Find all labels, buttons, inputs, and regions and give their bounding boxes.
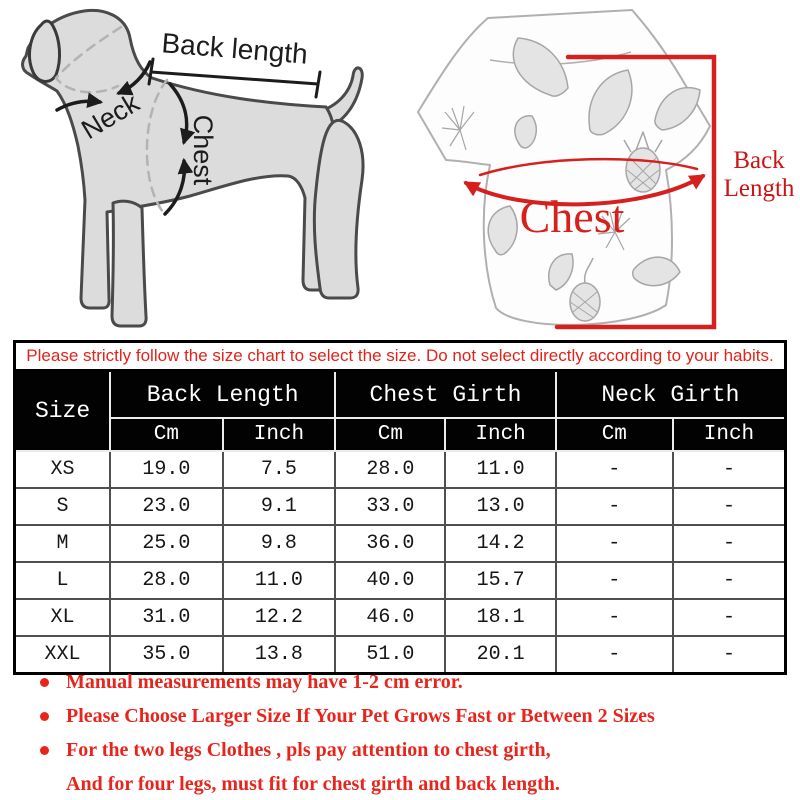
note-line — [40, 671, 800, 694]
column-header-size: Size — [15, 371, 111, 452]
value-cell: 25.0 — [110, 525, 223, 562]
value-cell: 40.0 — [335, 562, 445, 599]
value-cell: 51.0 — [335, 636, 445, 674]
dog-neck-label: Neck — [76, 87, 145, 145]
note-line — [40, 705, 800, 728]
value-cell: - — [673, 562, 786, 599]
dog-ear — [30, 21, 60, 81]
note-text: For the two legs Clothes , pls pay attention to chest girth, — [66, 739, 551, 761]
size-chart-section — [13, 340, 787, 675]
value-cell: 11.0 — [223, 562, 336, 599]
value-cell: 28.0 — [335, 451, 445, 488]
size-chart-warning-banner: Please strictly follow the size chart to select the size. Do not select directly according to your habits. — [13, 340, 787, 369]
column-group-neck-girth: Neck Girth — [556, 371, 786, 419]
column-group-chest-girth: Chest Girth — [335, 371, 556, 419]
bullet-icon — [40, 746, 49, 755]
footnotes — [0, 671, 800, 800]
unit-header: Inch — [445, 418, 555, 451]
shirt-back-length-label-line1: Back — [733, 147, 785, 174]
bullet-icon — [40, 712, 49, 721]
table-row — [15, 562, 786, 599]
size-cell: XXL — [15, 636, 111, 674]
value-cell: - — [556, 562, 673, 599]
unit-header: Cm — [335, 418, 445, 451]
size-cell: L — [15, 562, 111, 599]
dog-measurement-diagram — [0, 0, 400, 338]
dog-near-front-leg — [112, 201, 146, 326]
shirt-chest-label: Chest — [519, 191, 625, 242]
table-row — [15, 488, 786, 525]
value-cell: - — [556, 599, 673, 636]
value-cell: 28.0 — [110, 562, 223, 599]
dog-back-length-label: Back length — [160, 27, 309, 70]
size-table — [13, 369, 787, 675]
table-row — [15, 636, 786, 674]
bullet-icon — [40, 678, 49, 687]
dog-near-rear-leg — [314, 120, 363, 298]
value-cell: 23.0 — [110, 488, 223, 525]
value-cell: 7.5 — [223, 451, 336, 488]
value-cell: - — [556, 488, 673, 525]
value-cell: - — [673, 451, 786, 488]
value-cell: - — [673, 525, 786, 562]
note-text: And for four legs, must fit for chest girth and back length. — [66, 773, 560, 795]
value-cell: - — [556, 636, 673, 674]
unit-header: Cm — [110, 418, 223, 451]
value-cell: 46.0 — [335, 599, 445, 636]
size-cell: XS — [15, 451, 111, 488]
value-cell: 15.7 — [445, 562, 555, 599]
unit-header: Cm — [556, 418, 673, 451]
diagrams-row — [0, 0, 800, 338]
table-row — [15, 599, 786, 636]
value-cell: 9.1 — [223, 488, 336, 525]
note-line — [40, 739, 800, 762]
value-cell: - — [556, 525, 673, 562]
size-table-body — [15, 451, 786, 674]
note-text: Manual measurements may have 1-2 cm error. — [66, 671, 463, 693]
value-cell: 20.1 — [445, 636, 555, 674]
unit-header: Inch — [223, 418, 336, 451]
size-cell: M — [15, 525, 111, 562]
value-cell: 36.0 — [335, 525, 445, 562]
value-cell: 13.8 — [223, 636, 336, 674]
value-cell: 19.0 — [110, 451, 223, 488]
value-cell: 33.0 — [335, 488, 445, 525]
column-group-back-length: Back Length — [110, 371, 335, 419]
value-cell: 35.0 — [110, 636, 223, 674]
value-cell: 18.1 — [445, 599, 555, 636]
value-cell: 9.8 — [223, 525, 336, 562]
value-cell: 31.0 — [110, 599, 223, 636]
value-cell: 12.2 — [223, 599, 336, 636]
value-cell: 14.2 — [445, 525, 555, 562]
shirt-back-length-label-line2: Length — [723, 175, 795, 202]
size-cell: S — [15, 488, 111, 525]
note-line-continuation — [66, 773, 800, 796]
unit-header: Inch — [673, 418, 786, 451]
shirt-measurement-diagram — [400, 0, 800, 338]
value-cell: 11.0 — [445, 451, 555, 488]
table-row — [15, 451, 786, 488]
table-row — [15, 525, 786, 562]
value-cell: - — [673, 488, 786, 525]
size-cell: XL — [15, 599, 111, 636]
value-cell: - — [673, 599, 786, 636]
value-cell: - — [556, 451, 673, 488]
note-text: Please Choose Larger Size If Your Pet Grows Fast or Between 2 Sizes — [66, 705, 655, 727]
value-cell: 13.0 — [445, 488, 555, 525]
value-cell: - — [673, 636, 786, 674]
dog-chest-label: Chest — [187, 114, 218, 186]
size-table-header — [15, 371, 786, 452]
